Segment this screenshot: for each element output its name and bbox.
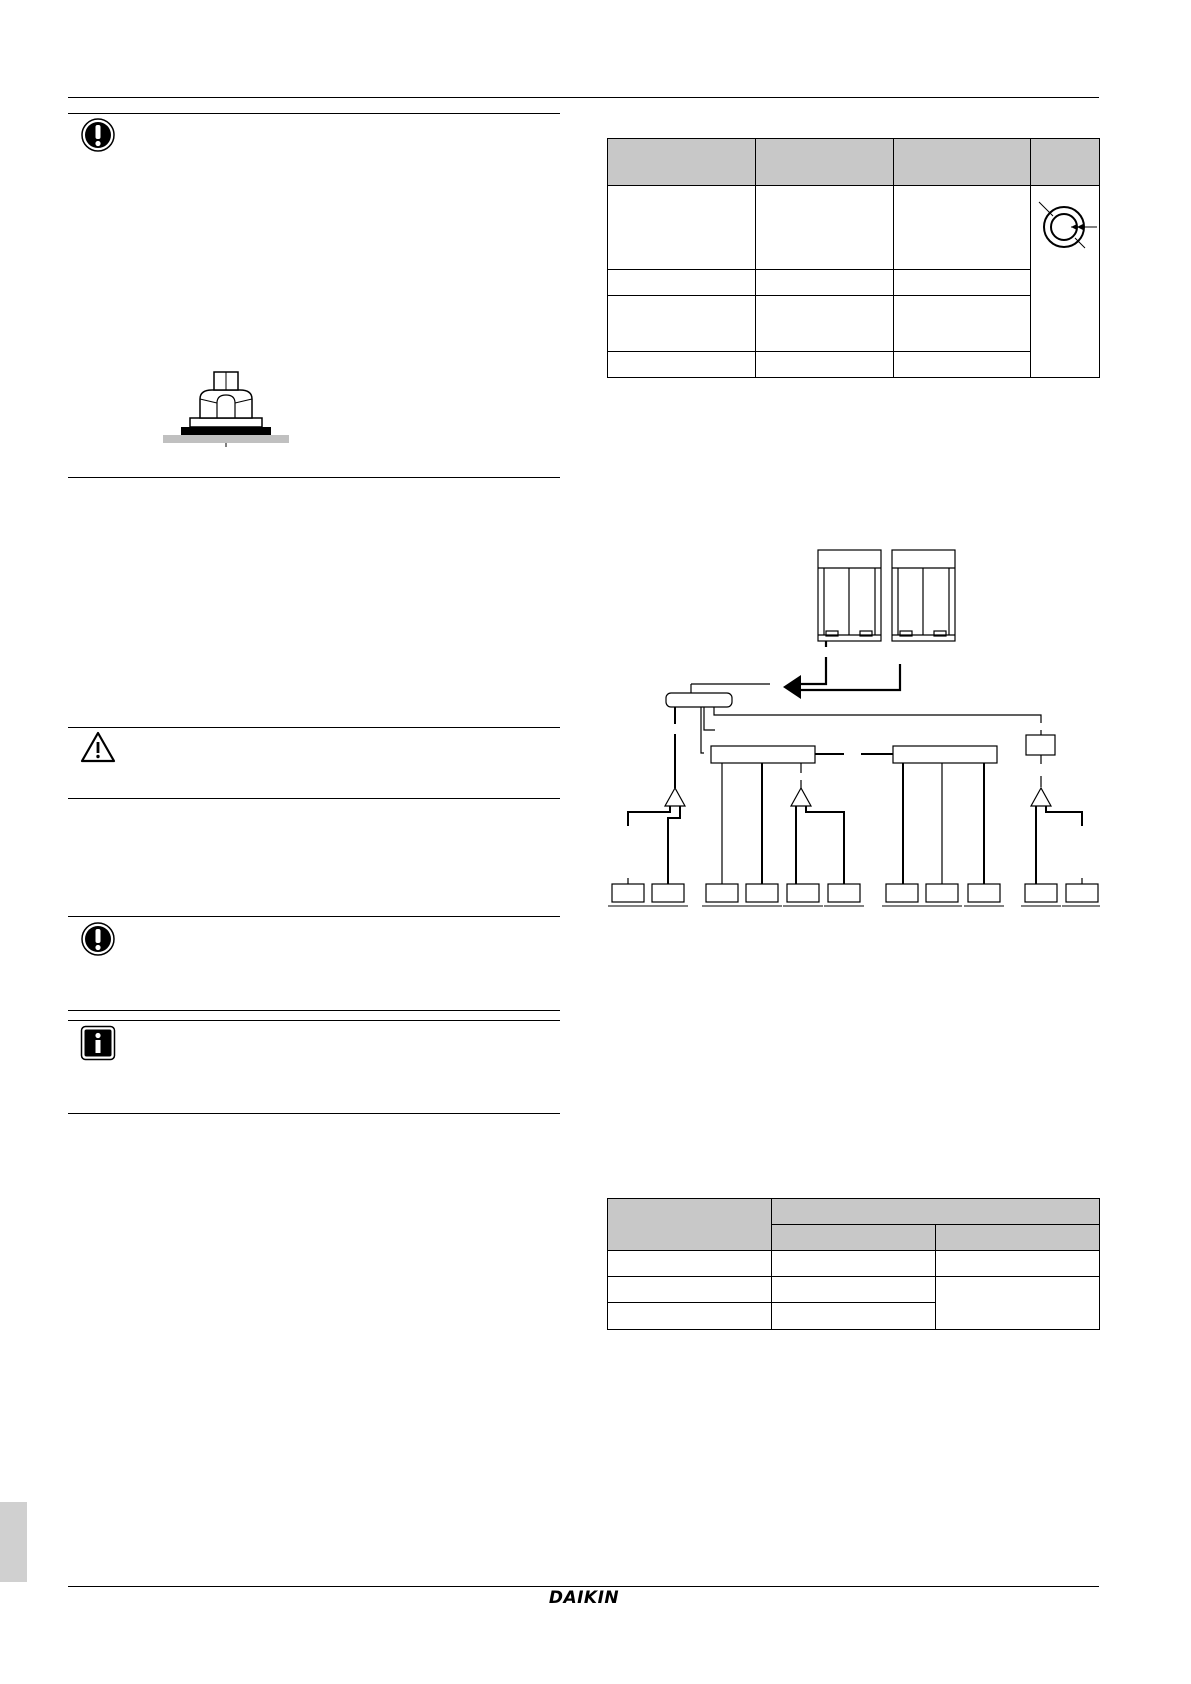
table-header-cell (1031, 139, 1100, 186)
header-rule (68, 97, 1099, 98)
exclamation-notice-icon (80, 117, 116, 153)
table-cell (936, 1277, 1100, 1330)
table-cell (936, 1251, 1100, 1277)
table-cell (1031, 186, 1100, 378)
table-cell (756, 186, 894, 269)
table-cell (608, 1303, 772, 1330)
exclamation-notice-icon (80, 921, 116, 957)
table-header-cell (772, 1199, 1100, 1225)
refrigerant-piping-diagram (600, 548, 1100, 910)
table-cell (894, 295, 1031, 351)
notice-rule (68, 113, 560, 114)
chapter-side-tab (0, 1502, 27, 1582)
notice-rule (68, 916, 560, 917)
notice-rule (68, 798, 560, 799)
footer-rule (68, 1586, 1099, 1587)
table-header-cell (608, 1199, 772, 1251)
table-cell (772, 1251, 936, 1277)
table-cell (608, 1277, 772, 1303)
daikin-logo: DAIKIN (548, 1588, 620, 1608)
flare-nut-illustration (160, 365, 292, 447)
table-header-cell (756, 139, 894, 186)
table-cell (608, 1251, 772, 1277)
table-cell (894, 269, 1031, 295)
warning-triangle-icon (79, 730, 117, 764)
info-icon (80, 1025, 116, 1061)
table-header-cell (772, 1225, 936, 1251)
table-cell (608, 269, 756, 295)
pipe-cross-section-icon (1031, 196, 1099, 258)
table-header-cell (936, 1225, 1100, 1251)
table-cell (608, 295, 756, 351)
summary-table (607, 1198, 1100, 1330)
notice-rule (68, 1020, 560, 1021)
table-cell (894, 351, 1031, 377)
table-header-cell (894, 139, 1031, 186)
table-cell (772, 1303, 936, 1330)
notice-rule (68, 477, 560, 478)
table-header-cell (608, 139, 756, 186)
table-cell (756, 269, 894, 295)
table-cell (772, 1277, 936, 1303)
notice-rule (68, 727, 560, 728)
table-cell (894, 186, 1031, 269)
pipe-table (607, 138, 1100, 378)
table-cell (756, 351, 894, 377)
table-cell (756, 295, 894, 351)
notice-rule (68, 1113, 560, 1114)
notice-rule (68, 1010, 560, 1011)
table-cell (608, 351, 756, 377)
table-cell (608, 186, 756, 269)
